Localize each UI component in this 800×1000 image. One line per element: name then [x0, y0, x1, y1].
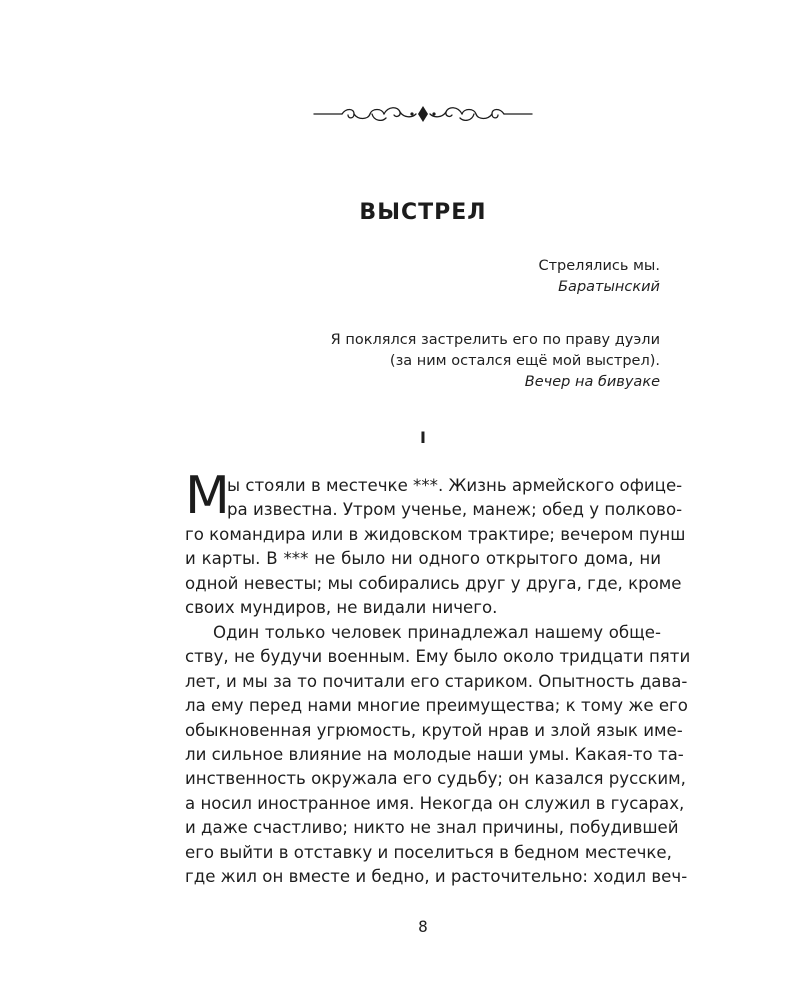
text-line: ству, не будучи военным. Ему было около тридцати пяти [185, 647, 691, 667]
epigraph-author: Вечер на бивуаке [524, 374, 660, 390]
text-line: его выйти в отставку и поселиться в бедном местечке, [185, 842, 672, 862]
ornament-divider-icon [312, 100, 534, 128]
text-line: своих мундиров, не видали ничего. [185, 597, 498, 617]
text-line: одной невесты; мы собирались друг у друга, где, кроме [185, 573, 682, 593]
page-title: ВЫСТРЕЛ [359, 200, 487, 225]
epigraph-line: Я поклялся застрелить его по праву дуэли [330, 332, 660, 348]
epigraph [538, 256, 660, 298]
text-line: ра известна. Утром ученье, манеж; обед у полково- [227, 500, 683, 520]
paragraph [185, 621, 691, 889]
paragraph [185, 474, 686, 620]
text-line: ы стояли в местечке ***. Жизнь армейского офице- [227, 476, 683, 495]
page-number: 8 [418, 917, 428, 936]
chapter-number: I [420, 428, 426, 447]
text-line: и карты. В *** не было ни одного открытого дома, ни [185, 549, 661, 569]
text-line: лет, и мы за то почитали его стариком. Опытность дава- [185, 671, 688, 691]
epigraph-line: Стрелялись мы. [538, 258, 660, 274]
text-line: где жил он вместе и бедно, и расточительно: ходил веч- [185, 866, 688, 886]
text-line: а носил иностранное имя. Некогда он служил в гусарах, [185, 793, 685, 813]
text-line: инственность окружала его судьбу; он казался русским, [185, 769, 686, 789]
epigraph-line: (за ним остался ещё мой выстрел). [389, 353, 660, 369]
text-line: Один только человек принадлежал нашему общe- [213, 623, 661, 642]
epigraph-author: Баратынский [558, 279, 660, 295]
text-line: ла ему перед нами многие преимущества; к тому же его [185, 696, 688, 716]
drop-cap: М [185, 466, 230, 526]
text-line: и даже счастливо; никто не знал причины, побудившей [185, 818, 679, 838]
text-line: обыкновенная угрюмость, крутой нрав и злой язык име- [185, 720, 683, 740]
text-line: го командира или в жидовском трактире; вечером пунш [185, 524, 686, 544]
epigraph [331, 330, 660, 393]
text-line: ли сильное влияние на молодые наши умы. Какая-то та- [185, 744, 684, 764]
